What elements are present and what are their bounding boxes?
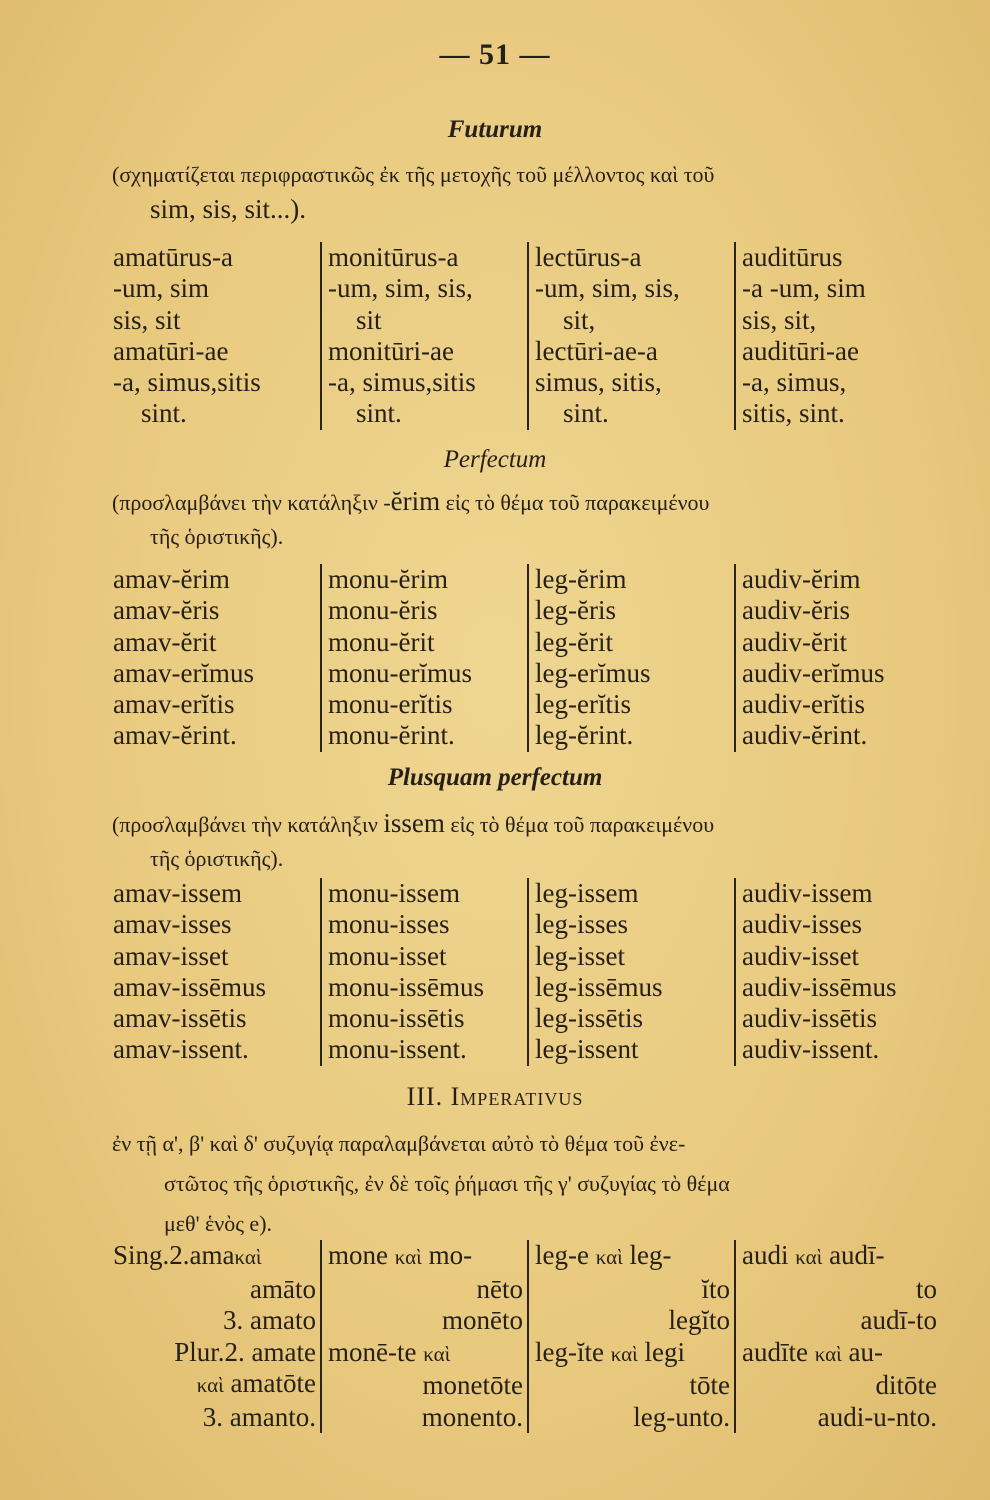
table-cell: sint.	[356, 398, 402, 429]
table-cell: -a, simus,sitis	[113, 367, 261, 398]
table-cell: leg-isset	[535, 940, 625, 971]
table-cell: monu-issētis	[328, 1003, 465, 1034]
futurum-col-2	[320, 242, 527, 430]
table-cell: -a, simus,	[742, 367, 847, 398]
imperativus-col-2	[320, 1240, 527, 1433]
table-cell: amav-ĕrit	[113, 626, 217, 657]
table-cell: -um, sim, sis,	[535, 273, 680, 304]
table-cell: monē-te	[328, 1336, 424, 1367]
table-cell: leg-unto.	[633, 1401, 730, 1432]
table-cell: audiv-ĕris	[742, 595, 850, 626]
perfectum-col-4	[734, 564, 941, 752]
table-cell: monu-isset	[328, 940, 447, 971]
plusquam-heading: Plusquam perfectum	[387, 764, 603, 791]
imperativus-note-line3: μεθ' ἑνὸς e).	[164, 1211, 273, 1236]
kai-word: καὶ	[234, 1245, 262, 1269]
plusquam-table	[113, 878, 943, 1066]
table-cell: sit	[356, 304, 382, 335]
table-cell: audiv-isses	[742, 909, 862, 940]
table-cell: audiv-issēmus	[742, 971, 897, 1002]
table-cell: monu-erĭtis	[328, 689, 453, 720]
table-cell: amav-isset	[113, 940, 229, 971]
table-cell: leg-isses	[535, 909, 628, 940]
perfectum-note-line1a: (προσλαμβάνει τὴν κατάληξιν -	[112, 490, 391, 515]
perfectum-note-line2: τῆς ὁριστικῆς).	[150, 524, 284, 549]
table-cell: 3. amato	[223, 1305, 316, 1335]
imperativus-col-3	[527, 1240, 734, 1433]
table-cell: audiv-isset	[742, 940, 859, 971]
table-cell: audīte	[742, 1336, 815, 1367]
table-cell: amāto	[250, 1273, 316, 1304]
table-cell: leg-erĭtis	[535, 689, 631, 720]
table-cell: monitūrus-a	[328, 242, 459, 272]
table-cell: amav-erĭtis	[113, 689, 235, 720]
table-cell: simus, sitis,	[535, 367, 662, 398]
table-cell: amatūri-ae	[113, 335, 229, 366]
table-cell: amav-isses	[113, 909, 232, 940]
table-cell: -um, sim	[113, 273, 210, 304]
table-cell: audiv-ĕrim	[742, 564, 861, 594]
table-cell: audiv-ĕrint.	[742, 720, 868, 751]
table-cell: amav-issent.	[113, 1034, 249, 1065]
table-cell: audiv-issētis	[742, 1003, 877, 1034]
table-cell: monu-ĕris	[328, 595, 438, 626]
table-cell: audī-	[822, 1240, 885, 1270]
plusquam-col-1	[113, 878, 320, 1066]
kai-word: καὶ	[610, 1341, 638, 1366]
futurum-note	[112, 158, 947, 226]
futurum-note-line2: sim, sis, sit...).	[150, 194, 307, 224]
futurum-table	[113, 242, 943, 430]
kai-word: καὶ	[423, 1341, 451, 1366]
table-cell: audī-to	[860, 1305, 937, 1335]
imperativus-note	[112, 1124, 947, 1244]
plusquam-note-line1b: εἰς τὸ θέμα τοῦ παρακειμένου	[444, 812, 715, 837]
perfectum-table	[113, 564, 943, 752]
kai-word: καὶ	[795, 1245, 823, 1269]
table-cell: monēto	[442, 1305, 523, 1335]
table-cell: auditūrus	[742, 242, 843, 272]
table-cell: au-	[841, 1336, 884, 1367]
perfectum-col-2	[320, 564, 527, 752]
plusquam-col-3	[527, 878, 734, 1066]
table-cell: sit,	[563, 304, 596, 335]
table-cell: audiv-erĭmus	[742, 657, 885, 688]
table-cell: Plur.2. amate	[174, 1336, 316, 1367]
perfectum-note-ending: ĕrim	[390, 486, 441, 516]
kai-word: καὶ	[394, 1245, 422, 1269]
perfectum-note	[112, 484, 947, 554]
table-cell: amav-issem	[113, 878, 242, 908]
table-cell: 3. amanto.	[202, 1401, 316, 1432]
table-cell: amav-erĭmus	[113, 657, 254, 688]
plusquam-note	[112, 806, 947, 876]
table-cell: audiv-erĭtis	[742, 689, 865, 720]
table-cell: sint.	[563, 398, 609, 429]
table-cell: sitis, sint.	[742, 398, 845, 429]
table-cell: mo-	[421, 1240, 473, 1270]
plusquam-note-ending: issem	[383, 808, 445, 838]
table-cell: legi	[637, 1336, 686, 1367]
imperativus-note-line1: ἐν τῇ α', β' καὶ δ' συζυγίᾳ παραλαμβάνεται αὐτὸ τὸ θέμα τοῦ ἐνε-	[112, 1131, 686, 1156]
kai-word: καὶ	[196, 1373, 224, 1397]
table-cell: leg-issent	[535, 1034, 639, 1065]
imperativus-table	[113, 1240, 943, 1433]
perfectum-col-3	[527, 564, 734, 752]
table-cell: monu-ĕrint.	[328, 720, 455, 751]
table-cell: audiv-issent.	[742, 1034, 880, 1065]
table-cell: sis, sit,	[742, 304, 817, 335]
table-cell: amatūrus-a	[113, 242, 233, 272]
plusquam-note-line2: τῆς ὁριστικῆς).	[150, 846, 284, 871]
table-cell: amatōte	[230, 1368, 316, 1398]
imperativus-col-4	[734, 1240, 941, 1433]
table-cell: lectūrus-a	[535, 242, 642, 272]
table-cell: tōte	[689, 1370, 730, 1400]
table-cell: monu-ĕrit	[328, 626, 435, 657]
table-cell: leg-issēmus	[535, 971, 663, 1002]
table-cell: monu-isses	[328, 909, 450, 940]
table-cell: leg-issem	[535, 878, 639, 908]
plusquam-col-2	[320, 878, 527, 1066]
table-cell: lectūri-ae-a	[535, 335, 658, 366]
table-cell: nēto	[476, 1273, 523, 1304]
table-cell: legĭto	[668, 1305, 730, 1335]
imperativus-col-1	[113, 1240, 320, 1433]
table-cell: leg-ĕrim	[535, 564, 627, 594]
table-cell: amav-ĕrim	[113, 564, 230, 594]
table-cell: leg-issētis	[535, 1003, 643, 1034]
page-number: — 51 —	[439, 38, 551, 71]
table-cell: -a, simus,sitis	[328, 367, 476, 398]
table-cell: sint.	[141, 398, 187, 429]
plusquam-note-line1a: (προσλαμβάνει τὴν κατάληξιν	[112, 812, 384, 837]
perfectum-heading: Perfectum	[443, 446, 547, 473]
table-cell: audiv-ĕrit	[742, 626, 847, 657]
table-cell: monu-issēmus	[328, 971, 485, 1002]
imperativus-note-line2: στῶτος τῆς ὁριστικῆς, ἐν δὲ τοῖς ῥήμασι τῆς γ' συζυγίας τὸ θέμα	[164, 1171, 730, 1196]
table-cell: auditūri-ae	[742, 335, 859, 366]
table-cell: leg-ĭte	[535, 1336, 611, 1367]
table-cell: monu-erĭmus	[328, 657, 472, 688]
table-cell: leg-ĕris	[535, 595, 616, 626]
table-cell: amav-ĕris	[113, 595, 220, 626]
table-cell: monu-issem	[328, 878, 460, 908]
table-cell: Sing.2.ama	[113, 1240, 235, 1270]
table-cell: audi-u-nto.	[817, 1401, 937, 1432]
table-cell: leg-	[622, 1240, 672, 1270]
futurum-col-3	[527, 242, 734, 430]
plusquam-col-4	[734, 878, 941, 1066]
perfectum-col-1	[113, 564, 320, 752]
table-cell: monento.	[421, 1401, 523, 1432]
table-cell: monitūri-ae	[328, 335, 454, 366]
table-cell: amav-issētis	[113, 1003, 247, 1034]
table-cell: audiv-issem	[742, 878, 873, 908]
table-cell: monu-issent.	[328, 1034, 467, 1065]
imperativus-heading: III. Imperativus	[406, 1082, 584, 1111]
table-cell: amav-ĕrint.	[113, 720, 237, 751]
table-cell: audi	[742, 1240, 796, 1270]
table-cell: ĭto	[701, 1273, 730, 1304]
futurum-heading: Futurum	[447, 116, 543, 143]
table-cell: sis, sit	[113, 304, 181, 335]
futurum-col-1	[113, 242, 320, 430]
table-cell: leg-e	[535, 1240, 596, 1270]
kai-word: καὶ	[595, 1245, 623, 1269]
table-cell: leg-ĕrint.	[535, 720, 634, 751]
table-cell: to	[915, 1273, 937, 1304]
table-cell: mone	[328, 1240, 395, 1270]
table-cell: leg-erĭmus	[535, 657, 651, 688]
perfectum-note-line1b: εἰς τὸ θέμα τοῦ παρακειμένου	[440, 490, 710, 515]
table-cell: ditōte	[875, 1370, 937, 1400]
futurum-col-4	[734, 242, 941, 430]
table-cell: monu-ĕrim	[328, 564, 448, 594]
table-cell: monetōte	[422, 1370, 523, 1400]
table-cell: -a -um, sim	[742, 273, 866, 304]
table-cell: leg-ĕrit	[535, 626, 613, 657]
futurum-note-line1: (σχηματίζεται περιφραστικῶς ἐκ τῆς μετοχῆς τοῦ μέλλοντος καὶ τοῦ	[112, 162, 715, 187]
table-cell: amav-issēmus	[113, 971, 266, 1002]
kai-word: καὶ	[814, 1341, 842, 1366]
table-cell: -um, sim, sis,	[328, 273, 473, 304]
